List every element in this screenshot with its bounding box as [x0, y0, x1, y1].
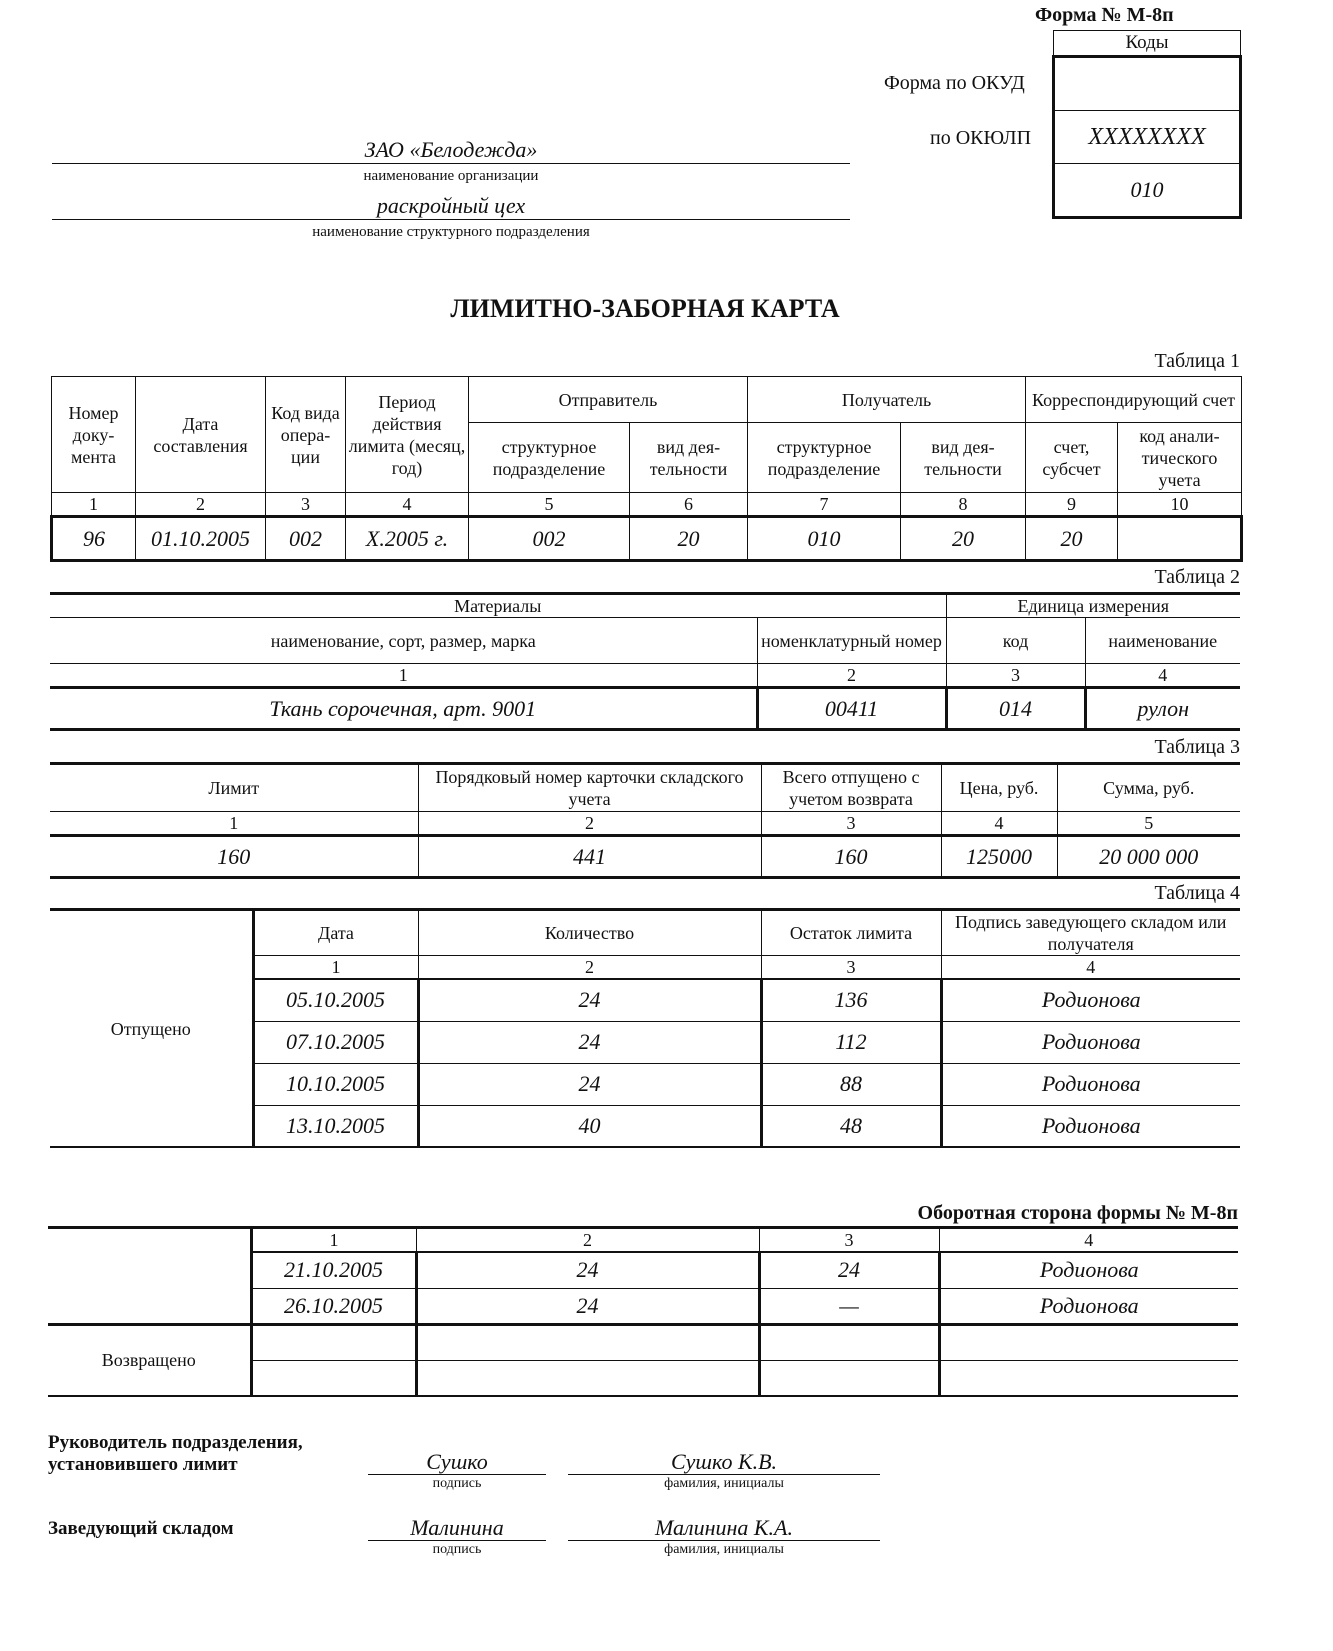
warehouse-fullname-caption: фамилия, инициалы: [664, 1542, 784, 1557]
t3-colnum: 3: [761, 812, 941, 836]
t1-colnum: 9: [1026, 493, 1118, 517]
codes-header: Коды: [1054, 31, 1241, 57]
t3-colnum: 1: [50, 812, 418, 836]
table4: [50, 908, 1240, 1148]
t4-colnum: 4: [941, 956, 1240, 980]
t4-signature: Родионова: [941, 979, 1240, 1021]
t1-header-analytic: код анали-тического учета: [1118, 423, 1242, 493]
table3-caption: Таблица 3: [1154, 736, 1240, 758]
t1-op-code: 002: [266, 517, 346, 561]
table4-caption: Таблица 4: [1154, 882, 1240, 904]
t1-header-corr: Корреспондирующий счет: [1026, 377, 1242, 423]
returned-cell: [251, 1360, 416, 1396]
rev-signature: Родионова: [939, 1252, 1238, 1288]
reverse-table: [48, 1226, 1238, 1397]
t2-header-nomen: номенклатурный номер: [757, 618, 946, 664]
t3-colnum: 2: [418, 812, 761, 836]
table2-caption: Таблица 2: [1154, 566, 1240, 588]
t1-colnum: 1: [52, 493, 136, 517]
t2-nomen-number: 00411: [757, 688, 946, 730]
t1-sender-act: 20: [630, 517, 748, 561]
returned-label: Возвращено: [48, 1324, 251, 1396]
t1-header-receiver-div: структурное подразделение: [748, 423, 901, 493]
rev-colnum: 3: [759, 1228, 939, 1253]
t2-colnum: 1: [50, 664, 757, 688]
returned-cell: [939, 1360, 1238, 1396]
rev-signature: Родионова: [939, 1288, 1238, 1324]
t1-period: X.2005 г.: [346, 517, 469, 561]
t3-header-card: Порядковый номер карточки складского учета: [418, 764, 761, 812]
t4-qty: 24: [418, 1063, 761, 1105]
t4-colnum: 2: [418, 956, 761, 980]
t4-header-sign: Подпись заведующего складом или получателя: [941, 910, 1240, 956]
t3-price: 125000: [941, 836, 1057, 878]
returned-cell: [759, 1324, 939, 1360]
table2: [50, 592, 1240, 731]
t1-date: 01.10.2005: [136, 517, 266, 561]
t4-qty: 40: [418, 1105, 761, 1147]
t1-colnum: 6: [630, 493, 748, 517]
t4-qty: 24: [418, 979, 761, 1021]
t3-header-price: Цена, руб.: [941, 764, 1057, 812]
t1-doc-num: 96: [52, 517, 136, 561]
t4-colnum: 3: [761, 956, 941, 980]
head-fullname-caption: фамилия, инициалы: [664, 1476, 784, 1491]
document-title: ЛИМИТНО-ЗАБОРНАЯ КАРТА: [450, 294, 840, 323]
t1-header-date: Дата составления: [136, 377, 266, 493]
returned-cell: [939, 1324, 1238, 1360]
t1-colnum: 10: [1118, 493, 1242, 517]
rev-qty: 24: [416, 1252, 759, 1288]
t4-colnum: 1: [253, 956, 418, 980]
third-code: 010: [1054, 164, 1241, 218]
returned-cell: [251, 1324, 416, 1360]
rev-date: 21.10.2005: [251, 1252, 416, 1288]
t2-header-name: наименование, сорт, размер, марка: [50, 618, 757, 664]
t1-header-sender-div: структурное подразделение: [469, 423, 630, 493]
t3-header-limit: Лимит: [50, 764, 418, 812]
division-name: раскройный цех: [52, 193, 850, 220]
okud-label: Форма по ОКУД: [884, 72, 1025, 94]
rev-date: 26.10.2005: [251, 1288, 416, 1324]
t1-account: 20: [1026, 517, 1118, 561]
reverse-caption: Оборотная сторона формы № М-8п: [917, 1202, 1238, 1224]
warehouse-signature: Малинина: [368, 1516, 546, 1541]
t2-material-name: Ткань сорочечная, арт. 9001: [50, 688, 757, 730]
table1-caption: Таблица 1: [1154, 350, 1240, 372]
t4-rest: 88: [761, 1063, 941, 1105]
t2-header-unit-name: наименование: [1085, 618, 1240, 664]
t4-date: 07.10.2005: [253, 1021, 418, 1063]
rev-colnum: 1: [251, 1228, 416, 1253]
codes-box: [1052, 30, 1242, 219]
t4-date: 13.10.2005: [253, 1105, 418, 1147]
t1-header-receiver: Получатель: [748, 377, 1026, 423]
t2-unit-code: 014: [946, 688, 1085, 730]
t1-header-period: Период действия лимита (месяц, год): [346, 377, 469, 493]
head-signature-caption: подпись: [432, 1476, 482, 1491]
reverse-blank-cell: [48, 1228, 251, 1325]
t1-receiver-div: 010: [748, 517, 901, 561]
t4-rest: 136: [761, 979, 941, 1021]
t4-signature: Родионова: [941, 1021, 1240, 1063]
t1-colnum: 7: [748, 493, 901, 517]
t1-colnum: 8: [901, 493, 1026, 517]
rev-rest: 24: [759, 1252, 939, 1288]
t1-header-sender-act: вид дея-тельности: [630, 423, 748, 493]
division-caption: наименование структурного подразделения: [312, 224, 590, 240]
head-fullname: Сушко К.В.: [568, 1450, 880, 1475]
returned-cell: [416, 1360, 759, 1396]
t1-header-op-code: Код вида опера-ции: [266, 377, 346, 493]
t1-header-sender: Отправитель: [469, 377, 748, 423]
t4-issued-label: Отпущено: [50, 910, 253, 1148]
t4-header-rest: Остаток лимита: [761, 910, 941, 956]
t1-header-doc-num: Номер доку-мента: [52, 377, 136, 493]
returned-cell: [759, 1360, 939, 1396]
t2-colnum: 4: [1085, 664, 1240, 688]
t4-signature: Родионова: [941, 1105, 1240, 1147]
rev-colnum: 2: [416, 1228, 759, 1253]
form-number: Форма № М-8п: [1035, 4, 1174, 26]
returned-cell: [416, 1324, 759, 1360]
t2-header-code: код: [946, 618, 1085, 664]
t4-date: 05.10.2005: [253, 979, 418, 1021]
t2-header-materials: Материалы: [50, 594, 946, 618]
t2-colnum: 2: [757, 664, 946, 688]
rev-rest: —: [759, 1288, 939, 1324]
rev-colnum: 4: [939, 1228, 1238, 1253]
warehouse-fullname: Малинина К.А.: [568, 1516, 880, 1541]
okpo-code: XXXXXXXX: [1054, 111, 1241, 164]
head-signature: Сушко: [368, 1450, 546, 1475]
t2-header-unit: Единица измерения: [946, 594, 1240, 618]
t1-analytic: [1118, 517, 1242, 561]
t3-colnum: 4: [941, 812, 1057, 836]
table1: [50, 376, 1243, 562]
t3-colnum: 5: [1057, 812, 1240, 836]
t2-colnum: 3: [946, 664, 1085, 688]
organization-name: ЗАО «Белодежда»: [52, 137, 850, 164]
t1-receiver-act: 20: [901, 517, 1026, 561]
t3-card-number: 441: [418, 836, 761, 878]
t3-total-issued: 160: [761, 836, 941, 878]
t3-sum: 20 000 000: [1057, 836, 1240, 878]
t3-header-sum: Сумма, руб.: [1057, 764, 1240, 812]
t1-header-receiver-act: вид дея-тельности: [901, 423, 1026, 493]
t1-colnum: 5: [469, 493, 630, 517]
head-label-2: установившего лимит: [48, 1454, 238, 1475]
t4-qty: 24: [418, 1021, 761, 1063]
t2-unit-name: рулон: [1085, 688, 1240, 730]
t4-date: 10.10.2005: [253, 1063, 418, 1105]
rev-qty: 24: [416, 1288, 759, 1324]
t1-colnum: 3: [266, 493, 346, 517]
t1-colnum: 4: [346, 493, 469, 517]
okud-code: [1054, 57, 1241, 111]
okpo-label: по ОКЮЛП: [930, 127, 1032, 149]
t4-rest: 48: [761, 1105, 941, 1147]
warehouse-label: Заведующий складом: [48, 1518, 234, 1539]
t3-limit: 160: [50, 836, 418, 878]
t4-signature: Родионова: [941, 1063, 1240, 1105]
t4-header-date: Дата: [253, 910, 418, 956]
t3-header-total: Всего отпущено с учетом возврата: [761, 764, 941, 812]
table3: [50, 762, 1240, 879]
head-label-1: Руководитель подразделения,: [48, 1432, 303, 1453]
warehouse-signature-caption: подпись: [432, 1542, 482, 1557]
t4-rest: 112: [761, 1021, 941, 1063]
t1-sender-div: 002: [469, 517, 630, 561]
organization-caption: наименование организации: [363, 168, 539, 184]
t1-colnum: 2: [136, 493, 266, 517]
t1-header-account: счет, субсчет: [1026, 423, 1118, 493]
t4-header-qty: Количество: [418, 910, 761, 956]
